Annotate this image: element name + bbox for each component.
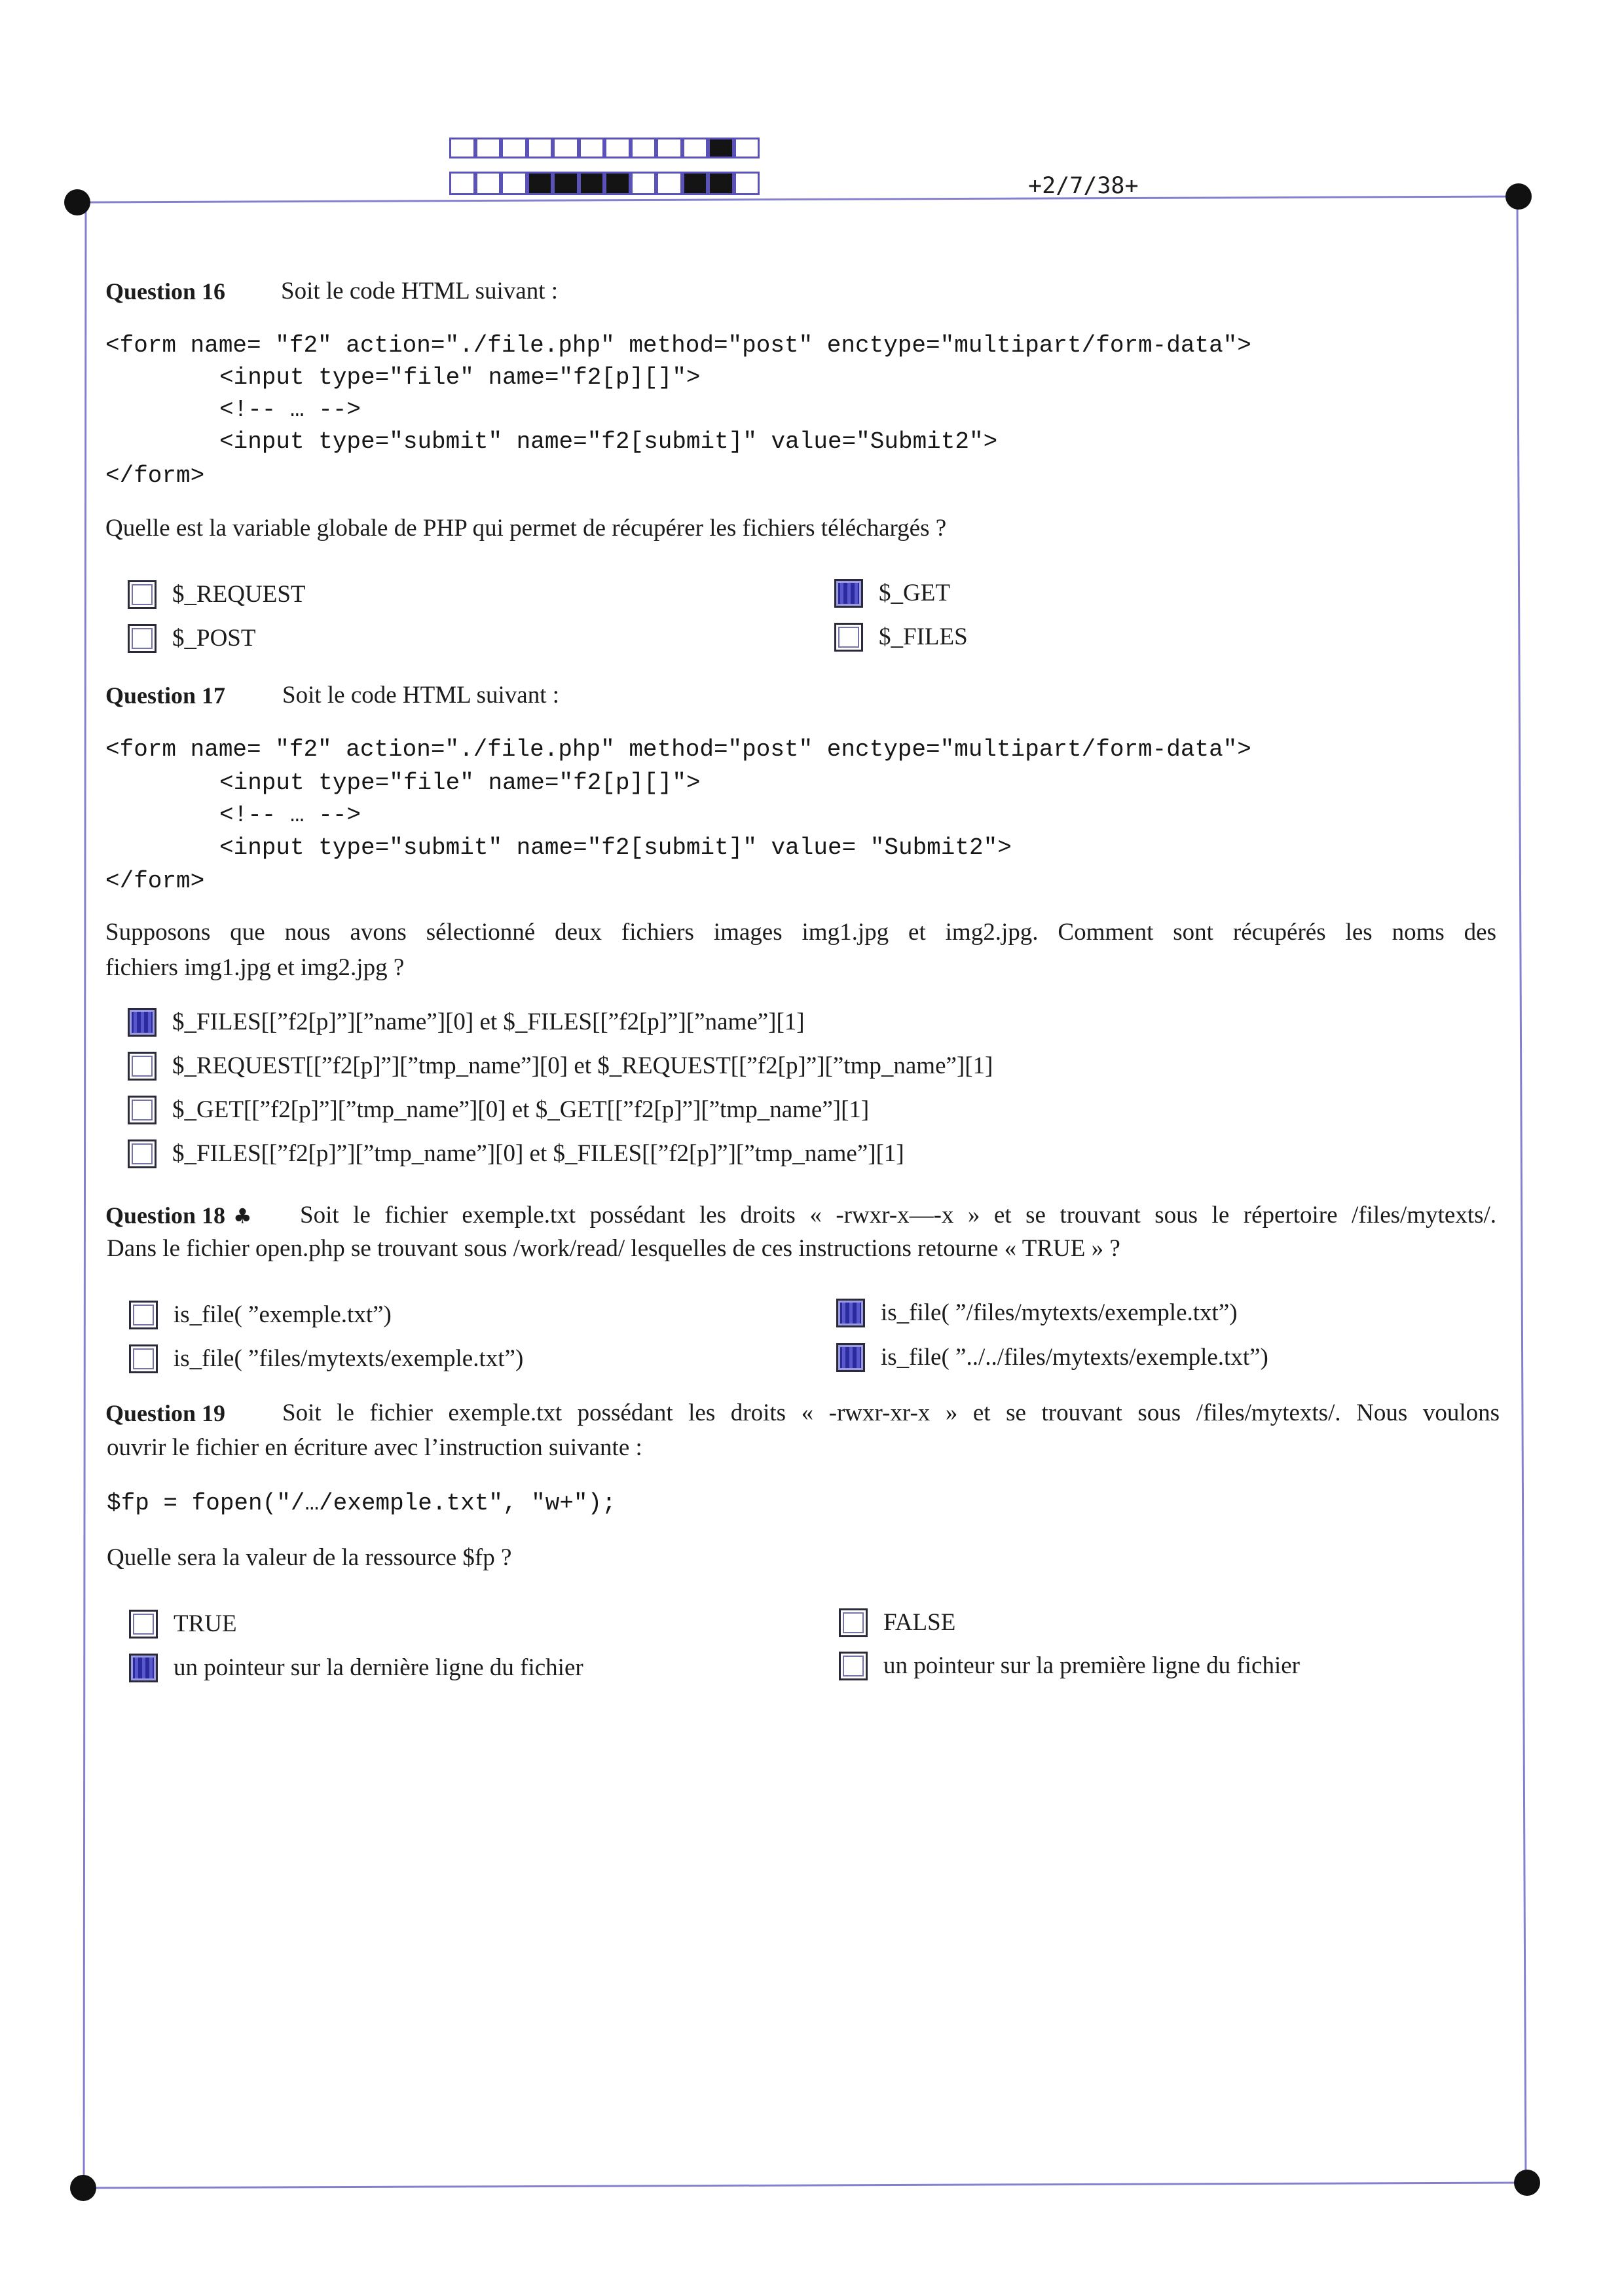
answer-checkbox[interactable] (836, 1343, 865, 1372)
option-pointer-first-line[interactable] (839, 1650, 1300, 1682)
answer-checkbox[interactable] (129, 1610, 158, 1639)
question-19-text-line: Soit le fichier exemple.txt possédant les droits « -rwxr-xr-x » et se trouvant sous /files/mytexts/. Nous voulons (282, 1399, 1500, 1426)
option-label: TRUE (174, 1610, 237, 1637)
option-get-tmp-name[interactable] (128, 1094, 869, 1126)
corner-mark-bottom-right (1514, 2170, 1540, 2196)
frame-line-right (1517, 196, 1526, 2182)
id-box-empty (631, 138, 657, 158)
option-label: is_file( ”/files/mytexts/exemple.txt”) (881, 1299, 1238, 1326)
option-label: $_FILES (879, 623, 968, 650)
code-line: </form> (105, 868, 205, 895)
corner-mark-bottom-left (70, 2175, 96, 2201)
question-18-label (105, 1199, 252, 1232)
id-box-empty (475, 138, 502, 158)
page-code: +2/7/38+ (1028, 173, 1139, 199)
question-18-label-text: Question 18 (105, 1202, 226, 1229)
id-box-empty (734, 172, 760, 195)
question-16-intro: Soit le code HTML suivant : (281, 278, 559, 305)
id-box-filled (708, 138, 734, 158)
id-box-empty (604, 138, 631, 158)
club-icon: ♣ (233, 1204, 252, 1229)
answer-checkbox[interactable] (836, 1299, 865, 1327)
option-files-tmp-name[interactable] (128, 1138, 904, 1170)
id-box-filled (604, 172, 631, 195)
id-box-filled (527, 172, 553, 195)
id-box-empty (449, 172, 475, 195)
id-box-empty (631, 172, 657, 195)
option-request[interactable] (128, 578, 306, 611)
option-label: $_REQUEST (172, 581, 306, 608)
id-box-row-2 (449, 172, 760, 195)
answer-checkbox[interactable] (128, 580, 157, 609)
id-box-empty (579, 138, 605, 158)
id-box-empty (501, 172, 527, 195)
option-true[interactable] (129, 1608, 237, 1640)
option-label: un pointeur sur la dernière ligne du fichier (174, 1654, 583, 1681)
option-is-file-relative[interactable] (129, 1299, 392, 1331)
option-label: un pointeur sur la première ligne du fichier (883, 1652, 1300, 1679)
code-line: <input type="submit" name="f2[submit]" value= "Submit2"> (219, 834, 1012, 861)
option-get[interactable] (834, 577, 950, 610)
question-18-text-line: Soit le fichier exemple.txt possédant les droits « -rwxr-x—-x » et se trouvant sous le répertoire /files/mytexts/. (300, 1202, 1496, 1229)
option-label: $_GET (879, 580, 950, 606)
answer-checkbox[interactable] (128, 1096, 157, 1124)
option-is-file-parent[interactable] (836, 1341, 1268, 1374)
id-box-empty (501, 138, 527, 158)
id-box-filled (682, 172, 709, 195)
question-17-intro: Soit le code HTML suivant : (282, 682, 560, 709)
option-post[interactable] (128, 622, 255, 655)
option-label: $_FILES[[”f2[p]”][”tmp_name”][0] et $_FILES[[”f2[p]”][”tmp_name”][1] (172, 1140, 904, 1167)
corner-mark-top-right (1505, 183, 1532, 210)
id-box-filled (708, 172, 734, 195)
option-false[interactable] (839, 1606, 955, 1639)
option-is-file-subdir[interactable] (129, 1342, 523, 1375)
id-box-filled (579, 172, 605, 195)
option-is-file-absolute[interactable] (836, 1297, 1238, 1329)
question-16-text: Quelle est la variable globale de PHP qui permet de récupérer les fichiers téléchargés ? (105, 515, 947, 542)
frame-line-top (77, 196, 1519, 202)
answer-checkbox[interactable] (129, 1344, 158, 1373)
option-label: $_REQUEST[[”f2[p]”][”tmp_name”][0] et $_REQUEST[[”f2[p]”][”tmp_name”][1] (172, 1052, 993, 1079)
code-line: <!-- … --> (219, 802, 361, 828)
option-pointer-last-line[interactable] (129, 1652, 583, 1684)
id-box-empty (682, 138, 709, 158)
option-label: is_file( ”../../files/mytexts/exemple.txt”) (881, 1344, 1268, 1371)
code-line: <form name= "f2" action="./file.php" method="post" enctype="multipart/form-data"> (105, 736, 1251, 763)
answer-checkbox[interactable] (834, 623, 863, 652)
corner-mark-top-left (64, 189, 90, 215)
code-line: <input type="file" name="f2[p][]"> (219, 364, 701, 391)
id-box-empty (553, 138, 579, 158)
option-files-name[interactable] (128, 1006, 805, 1039)
id-box-empty (449, 138, 475, 158)
answer-checkbox[interactable] (129, 1301, 158, 1329)
code-line: <input type="submit" name="f2[submit]" value="Submit2"> (219, 428, 998, 455)
id-box-empty (475, 172, 502, 195)
option-label: is_file( ”exemple.txt”) (174, 1301, 392, 1328)
question-19-text: Quelle sera la valeur de la ressource $fp ? (107, 1544, 512, 1571)
id-box-empty (656, 138, 682, 158)
id-box-empty (734, 138, 760, 158)
question-19-label: Question 19 (105, 1400, 226, 1426)
answer-checkbox[interactable] (839, 1652, 868, 1680)
code-line: <form name= "f2" action="./file.php" method="post" enctype="multipart/form-data"> (105, 332, 1251, 359)
option-label: FALSE (883, 1609, 956, 1636)
answer-checkbox[interactable] (128, 1139, 157, 1168)
frame-line-left (84, 202, 86, 2188)
question-18-text-line: Dans le fichier open.php se trouvant sous /work/read/ lesquelles de ces instructions retourne « TRUE » ? (107, 1235, 1120, 1262)
code-line: </form> (105, 462, 205, 489)
option-files[interactable] (834, 621, 968, 654)
question-16-label: Question 16 (105, 278, 226, 305)
answer-checkbox[interactable] (128, 624, 157, 653)
option-label: $_POST (172, 625, 256, 652)
answer-checkbox[interactable] (128, 1052, 157, 1081)
option-label: $_FILES[[”f2[p]”][”name”][0] et $_FILES[[”f2[p]”][”name”][1] (172, 1009, 805, 1035)
question-19-text-line: ouvrir le fichier en écriture avec l’instruction suivante : (107, 1434, 642, 1461)
answer-checkbox[interactable] (839, 1608, 868, 1637)
id-box-filled (553, 172, 579, 195)
frame-line-bottom (83, 2183, 1527, 2188)
answer-checkbox[interactable] (128, 1008, 157, 1037)
option-label: is_file( ”files/mytexts/exemple.txt”) (174, 1345, 524, 1372)
code-line: <!-- … --> (219, 396, 361, 423)
answer-checkbox[interactable] (834, 579, 863, 608)
option-request-tmp-name[interactable] (128, 1050, 993, 1083)
answer-checkbox[interactable] (129, 1654, 158, 1682)
code-line: <input type="file" name="f2[p][]"> (219, 769, 701, 796)
code-line: $fp = fopen("/…/exemple.txt", "w+"); (107, 1490, 616, 1517)
question-17-text-line: Supposons que nous avons sélectionné deux fichiers images img1.jpg et img2.jpg. Comment sont récupérés les noms des (105, 919, 1496, 946)
question-17-label: Question 17 (105, 682, 226, 709)
id-box-row-1 (449, 138, 760, 158)
id-box-empty (527, 138, 553, 158)
option-label: $_GET[[”f2[p]”][”tmp_name”][0] et $_GET[[”f2[p]”][”tmp_name”][1] (172, 1096, 870, 1123)
id-box-empty (656, 172, 682, 195)
question-17-text-line: fichiers img1.jpg et img2.jpg ? (105, 954, 405, 981)
